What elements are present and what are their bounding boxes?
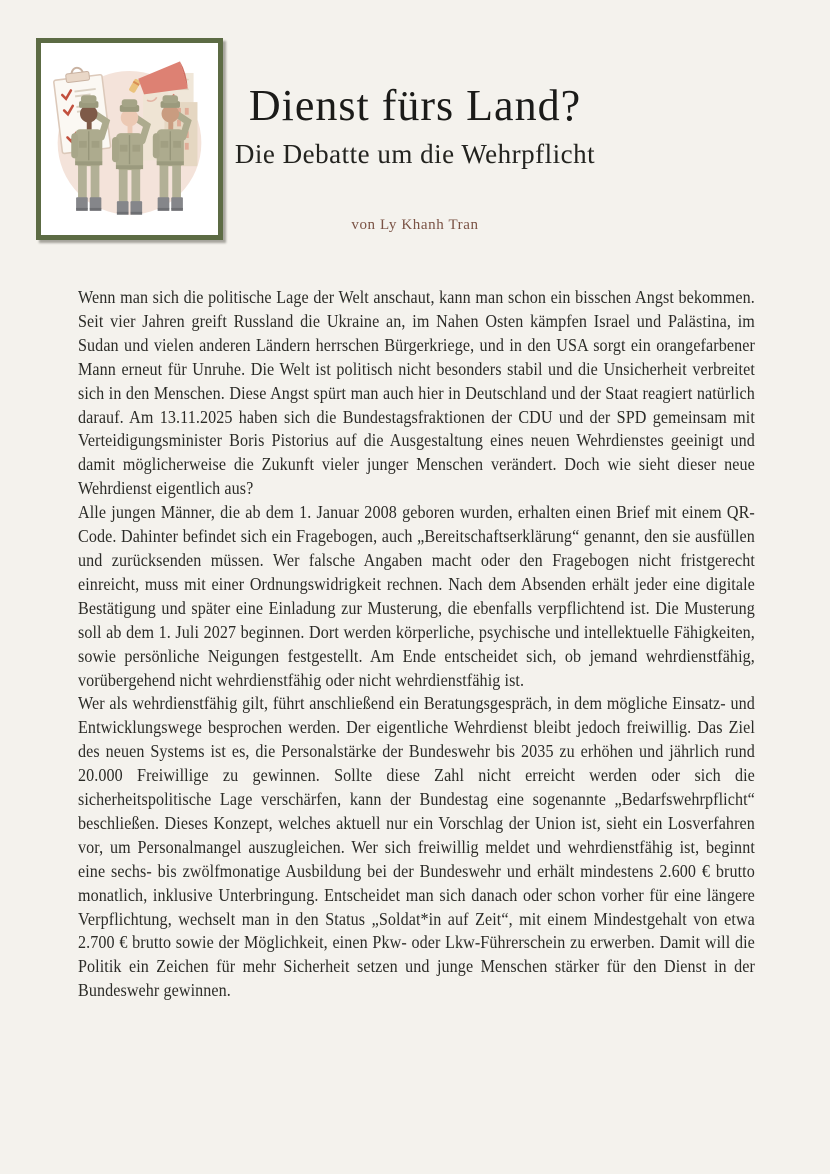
article-paragraph-2: Alle jungen Männer, die ab dem 1. Januar 2008 geboren wurden, erhalten einen Brief mit einem QR-Code. Dahinter befindet sich ein Fragebogen, auch „Bereitschaftserklärung“ genannt, den sie ausfüllen und zurücksenden müssen. Wer falsche Angaben macht oder den Fragebogen nicht fristgerecht einreicht, muss mit einer Ordnungswidrigkeit rechnen. Nach dem Absenden erhält jeder eine digitale Bestätigung und später eine Einladung zur Musterung, die ebenfalls verpflichtend ist. Die Musterung soll ab dem 1. Juli 2027 beginnen. Dort werden körperliche, psychische und intellektuelle Fähigkeiten, sowie persönliche Neigungen festgestellt. Am Ende entscheidet sich, ob jemand wehrdienstfähig, vorübergehend nicht wehrdienstfähig oder nicht wehrdienstfähig ist. xyxy=(78,502,755,690)
header xyxy=(0,81,830,234)
page-subtitle: Die Debatte um die Wehrpflicht xyxy=(234,139,596,169)
article-paragraph-1: Wenn man sich die politische Lage der Welt anschaut, kann man schon ein bisschen Angst bekommen. Seit vier Jahren greift Russland die Ukraine an, im Nahen Osten kämpfen Israel und Palästina, im Sudan und vielen anderen Ländern herrschen Bürgerkriege, und in den USA sorgt ein orangefarbener Mann erneut für Unruhe. Die Welt ist politisch nicht besonders stabil und die Unsicherheit verbreitet sich in den Menschen. Diese Angst spürt man auch hier in Deutschland und der Staat reagiert natürlich darauf. Am 13.11.2025 haben sich die Bundestagsfraktionen der CDU und der SPD gemeinsam mit Verteidigungsminister Boris Pistorius auf die Ausgestaltung eines neuen Wehrdienstes geeinigt und damit möglicherweise die Zukunft vieler junger Menschen verändert. Doch wie sieht dieser neue Wehrdienst eigentlich aus? xyxy=(78,287,755,499)
page-title: Dienst fürs Land? xyxy=(248,81,582,130)
article-paragraph-3: Wer als wehrdienstfähig gilt, führt anschließend ein Beratungsgespräch, in dem mögliche Einsatz- und Entwicklungswege besprochen werden. Der eigentliche Wehrdienst bleibt jedoch freiwillig. Das Ziel des neuen Systems ist es, die Personalstärke der Bundeswehr bis 2035 zu erhöhen und jährlich rund 20.000 Freiwillige zu gewinnen. Sollte diese Zahl nicht erreicht werden oder sich die sicherheitspolitische Lage verschärfen, kann der Bundestag eine sogenannte „Bedarfswehrpflicht“ beschließen. Dieses Konzept, welches aktuell nur ein Vorschlag der Union ist, sieht ein Losverfahren vor, um Personalmangel auszugleichen. Wer sich freiwillig meldet und wehrdienstfähig ist, beginnt eine sechs- bis zwölfmonatige Ausbildung bei der Bundeswehr und erhält mindestens 2.600 € brutto monatlich, inklusive Unterbringung. Entscheidet man sich danach oder schon vorher für eine längere Verpflichtung, wechselt man in den Status „Soldat*in auf Zeit“, mit einem Mindestgehalt von etwa 2.700 € brutto sowie der Möglichkeit, einen Pkw- oder Lkw-Führerschein zu erwerben. Damit will die Politik ein Zeichen für mehr Sicherheit setzen und junge Menschen stärker für den Dienst in der Bundeswehr gewinnen. xyxy=(78,693,755,1001)
article-text-block xyxy=(78,286,755,1003)
byline: von Ly Khanh Tran xyxy=(351,217,479,233)
article-body xyxy=(78,286,755,1003)
